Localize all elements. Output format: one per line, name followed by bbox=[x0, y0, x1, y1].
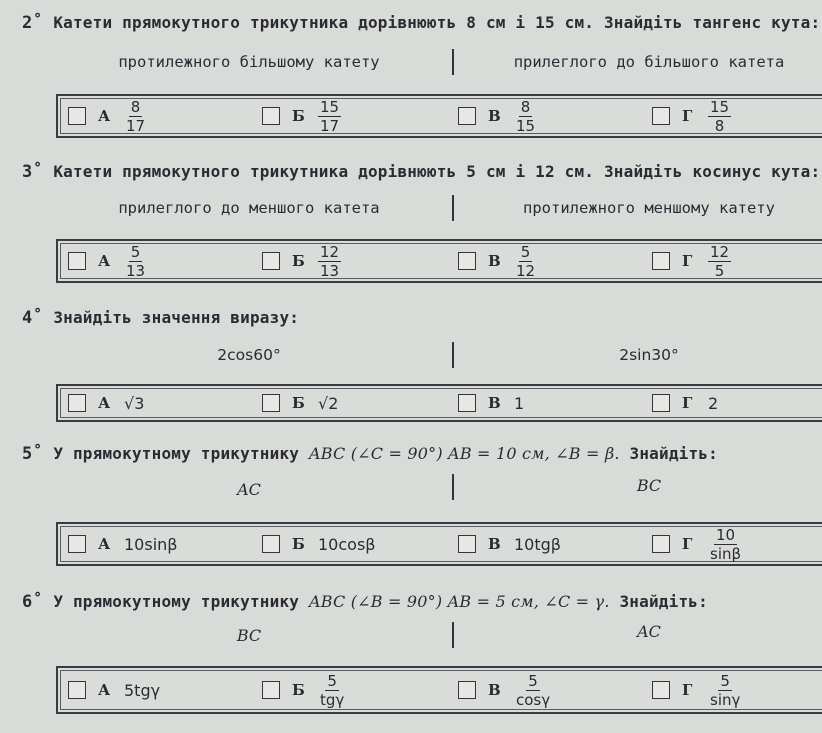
option-v[interactable] bbox=[458, 241, 537, 281]
question-number: 2 bbox=[22, 13, 33, 33]
question-line: 4˚ Знайдіть значення виразу: bbox=[22, 308, 300, 328]
option-letter: А bbox=[98, 107, 111, 125]
checkbox[interactable] bbox=[458, 681, 476, 699]
question-line: 2˚ Катети прямокутного трикутника дорівнюють 8 см і 15 см. Знайдіть тангенс кута: bbox=[22, 13, 821, 33]
option-b[interactable] bbox=[262, 668, 346, 712]
right-label: прилеглого до більшого катета bbox=[513, 53, 785, 71]
option-b[interactable] bbox=[262, 241, 341, 281]
divider bbox=[452, 622, 454, 648]
option-letter: Б bbox=[292, 535, 305, 553]
checkbox[interactable] bbox=[652, 107, 670, 125]
option-a[interactable] bbox=[68, 241, 147, 281]
option-b[interactable] bbox=[262, 524, 376, 564]
option-g[interactable] bbox=[652, 386, 718, 420]
option-v[interactable] bbox=[458, 386, 524, 420]
option-v[interactable] bbox=[458, 96, 537, 136]
option-letter: Б bbox=[292, 681, 305, 699]
divider bbox=[452, 195, 454, 221]
checkbox[interactable] bbox=[458, 107, 476, 125]
question-number: 6 bbox=[22, 592, 33, 612]
option-g[interactable] bbox=[652, 668, 742, 712]
fraction: $\frac{5}{\sin\gamma}$ bbox=[710, 671, 741, 709]
fraction: $\frac{5}{13}$ bbox=[126, 242, 146, 280]
option-letter: В bbox=[488, 681, 501, 699]
answer-row bbox=[56, 522, 822, 566]
fraction: $\frac{12}{5}$ bbox=[710, 242, 730, 280]
checkbox[interactable] bbox=[68, 107, 86, 125]
option-letter: Г bbox=[682, 252, 693, 270]
option-b[interactable] bbox=[262, 386, 338, 420]
fraction: $\frac{15}{8}$ bbox=[710, 97, 730, 135]
option-letter: А bbox=[98, 681, 111, 699]
question-suffix: Знайдіть: bbox=[619, 444, 719, 463]
option-a[interactable] bbox=[68, 386, 144, 420]
option-value: 1 bbox=[514, 393, 525, 413]
question-math: ABC (∠C = 90°) AB = 10 см, ∠B = β. bbox=[308, 444, 620, 463]
checkbox[interactable] bbox=[458, 535, 476, 553]
option-value: 10sinβ bbox=[124, 534, 178, 554]
checkbox[interactable] bbox=[68, 252, 86, 270]
checkbox[interactable] bbox=[652, 394, 670, 412]
fraction: $\frac{15}{17}$ bbox=[320, 97, 340, 135]
checkbox[interactable] bbox=[262, 107, 280, 125]
option-g[interactable] bbox=[652, 96, 731, 136]
option-v[interactable] bbox=[458, 668, 552, 712]
divider bbox=[452, 342, 454, 368]
option-letter: Г bbox=[682, 535, 693, 553]
question-line: 3˚ Катети прямокутного трикутника дорівнюють 5 см і 12 см. Знайдіть косинус кута: bbox=[22, 162, 821, 182]
option-letter: А bbox=[98, 535, 111, 553]
left-label: протилежного більшому катету bbox=[118, 53, 380, 71]
option-letter: Б bbox=[292, 107, 305, 125]
option-g[interactable] bbox=[652, 241, 731, 281]
option-a[interactable] bbox=[68, 668, 160, 712]
fraction: $\frac{10}{\sin\beta}$ bbox=[710, 525, 742, 563]
checkbox[interactable] bbox=[262, 394, 280, 412]
option-value: 10cosβ bbox=[318, 534, 376, 554]
option-value: √3 bbox=[124, 393, 145, 413]
answer-row bbox=[56, 94, 822, 138]
question-suffix: Знайдіть: bbox=[609, 592, 708, 611]
question-text: Знайдіть значення виразу: bbox=[53, 308, 300, 327]
option-value: 2 bbox=[708, 393, 719, 413]
question-number: 4 bbox=[22, 308, 33, 328]
option-g[interactable] bbox=[652, 524, 743, 564]
answer-row bbox=[56, 384, 822, 422]
checkbox[interactable] bbox=[652, 535, 670, 553]
option-v[interactable] bbox=[458, 524, 561, 564]
right-label: протилежного меншому катету bbox=[523, 199, 775, 217]
checkbox[interactable] bbox=[652, 252, 670, 270]
option-letter: В bbox=[488, 535, 501, 553]
question-math: ABC (∠B = 90°) AB = 5 см, ∠C = γ. bbox=[308, 592, 610, 611]
fraction: $\frac{5}{12}$ bbox=[516, 242, 536, 280]
option-letter: В bbox=[488, 394, 501, 412]
option-letter: В bbox=[488, 252, 501, 270]
question-text: Катети прямокутного трикутника дорівнюють 5 см і 12 см. Знайдіть косинус кута: bbox=[53, 162, 821, 181]
answer-row bbox=[56, 666, 822, 714]
left-label: 2cos60° bbox=[217, 346, 281, 364]
checkbox[interactable] bbox=[262, 681, 280, 699]
checkbox[interactable] bbox=[652, 681, 670, 699]
question-number: 3 bbox=[22, 162, 33, 182]
fraction: $\frac{12}{13}$ bbox=[320, 242, 340, 280]
fraction: $\frac{8}{17}$ bbox=[126, 97, 146, 135]
checkbox[interactable] bbox=[68, 535, 86, 553]
left-label: прилеглого до меншого катета bbox=[118, 199, 380, 217]
fraction: $\frac{5}{\cos\gamma}$ bbox=[516, 671, 551, 709]
right-label: AC bbox=[637, 622, 661, 641]
question-line: 5˚ У прямокутному трикутнику ABC (∠C = 90°) AB = 10 см, ∠B = β. Знайдіть: bbox=[22, 444, 719, 464]
left-label: BC bbox=[236, 626, 262, 645]
question-text: У прямокутному трикутнику bbox=[53, 592, 309, 611]
divider bbox=[452, 49, 454, 75]
option-value: √2 bbox=[318, 393, 339, 413]
answer-row bbox=[56, 239, 822, 283]
checkbox[interactable] bbox=[68, 394, 86, 412]
option-b[interactable] bbox=[262, 96, 341, 136]
option-value: 10tgβ bbox=[514, 534, 561, 554]
question-number: 5 bbox=[22, 444, 33, 464]
right-label: BC bbox=[636, 476, 662, 495]
option-letter: Г bbox=[682, 681, 693, 699]
fraction: $\frac{5}{\text{tgγ}}$ bbox=[320, 671, 345, 709]
left-label: AC bbox=[237, 480, 261, 499]
question-line: 6˚ У прямокутному трикутнику ABC (∠B = 90°) AB = 5 см, ∠C = γ. Знайдіть: bbox=[22, 592, 708, 612]
option-letter: В bbox=[488, 107, 501, 125]
checkbox[interactable] bbox=[262, 252, 280, 270]
option-letter: Г bbox=[682, 394, 693, 412]
option-letter: Б bbox=[292, 252, 305, 270]
checkbox[interactable] bbox=[458, 252, 476, 270]
option-value: 5tgγ bbox=[124, 680, 161, 700]
option-letter: Б bbox=[292, 394, 305, 412]
option-a[interactable] bbox=[68, 96, 147, 136]
fraction: $\frac{8}{15}$ bbox=[516, 97, 536, 135]
divider bbox=[452, 474, 454, 500]
option-letter: А bbox=[98, 394, 111, 412]
checkbox[interactable] bbox=[458, 394, 476, 412]
question-text: Катети прямокутного трикутника дорівнюють 8 см і 15 см. Знайдіть тангенс кута: bbox=[53, 13, 821, 32]
question-text: У прямокутному трикутнику bbox=[53, 444, 309, 463]
checkbox[interactable] bbox=[262, 535, 280, 553]
right-label: 2sin30° bbox=[619, 346, 679, 364]
option-a[interactable] bbox=[68, 524, 178, 564]
option-letter: Г bbox=[682, 107, 693, 125]
option-letter: А bbox=[98, 252, 111, 270]
checkbox[interactable] bbox=[68, 681, 86, 699]
